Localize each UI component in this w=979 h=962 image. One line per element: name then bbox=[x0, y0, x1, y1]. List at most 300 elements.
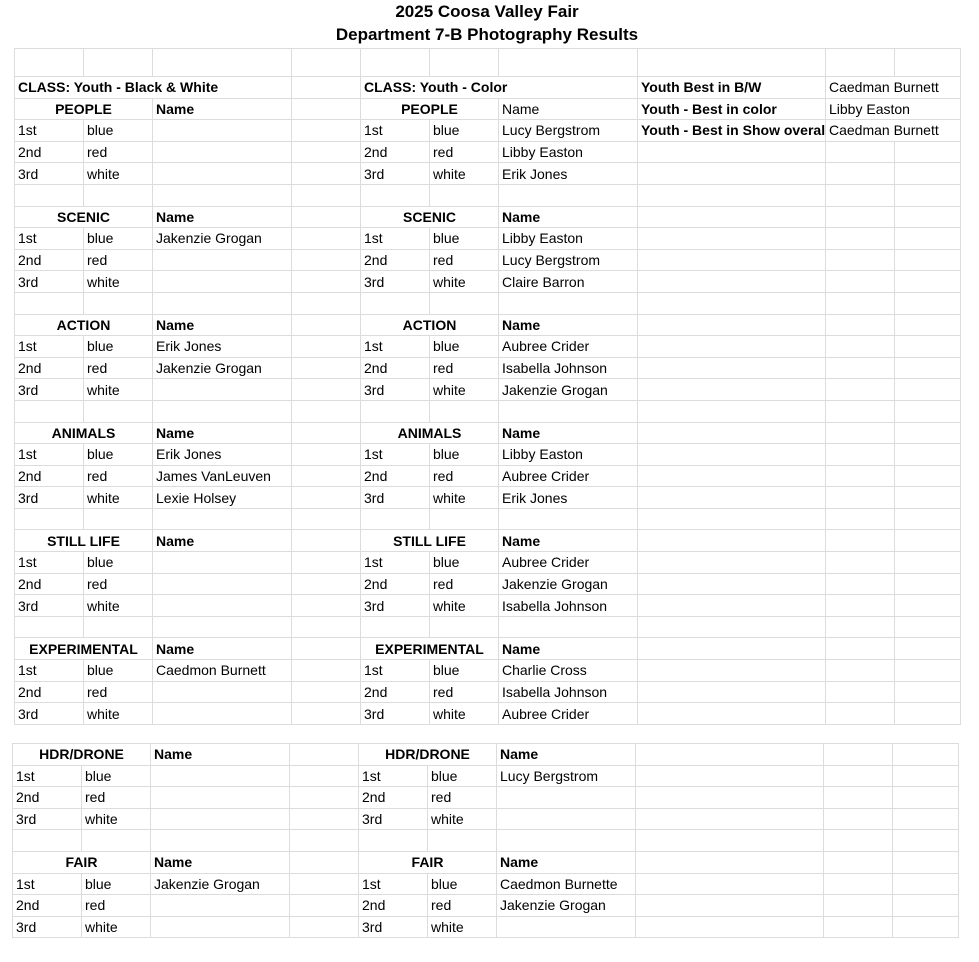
empty-cell[interactable] bbox=[826, 49, 895, 77]
empty-cell[interactable] bbox=[895, 292, 961, 314]
cell[interactable] bbox=[826, 703, 895, 725]
bw-winner-name[interactable]: James VanLeuven bbox=[153, 465, 292, 487]
color-place[interactable]: 1st bbox=[361, 120, 430, 142]
cell[interactable] bbox=[638, 271, 826, 293]
bw-winner-name[interactable]: Jakenzie Grogan bbox=[153, 228, 292, 250]
cell[interactable] bbox=[826, 660, 895, 682]
empty-cell[interactable] bbox=[824, 830, 893, 852]
bw-ribbon[interactable]: red bbox=[84, 357, 153, 379]
color-category-label[interactable]: ACTION bbox=[361, 314, 499, 336]
bw-ribbon[interactable]: blue bbox=[84, 120, 153, 142]
color-place[interactable]: 2nd bbox=[361, 573, 430, 595]
empty-cell[interactable] bbox=[361, 400, 430, 422]
empty-cell[interactable] bbox=[638, 49, 826, 77]
color-winner-name[interactable]: Jakenzie Grogan bbox=[497, 895, 636, 917]
empty-cell[interactable] bbox=[292, 660, 361, 682]
bw-name-header[interactable]: Name bbox=[151, 851, 290, 873]
color-place[interactable]: 2nd bbox=[359, 895, 428, 917]
color-ribbon[interactable]: white bbox=[430, 163, 499, 185]
empty-cell[interactable] bbox=[499, 400, 638, 422]
cell[interactable] bbox=[638, 487, 826, 509]
cell[interactable] bbox=[895, 249, 961, 271]
bw-winner-name[interactable] bbox=[153, 141, 292, 163]
color-winner-name[interactable]: Charlie Cross bbox=[499, 660, 638, 682]
color-place[interactable]: 3rd bbox=[361, 163, 430, 185]
bw-place[interactable]: 2nd bbox=[15, 681, 84, 703]
color-place[interactable]: 1st bbox=[359, 873, 428, 895]
color-ribbon[interactable]: white bbox=[430, 271, 499, 293]
color-ribbon[interactable]: white bbox=[430, 379, 499, 401]
bw-place[interactable]: 1st bbox=[13, 873, 82, 895]
bw-class-label[interactable]: CLASS: Youth - Black & White bbox=[15, 77, 292, 99]
empty-cell[interactable] bbox=[361, 292, 430, 314]
empty-cell[interactable] bbox=[15, 616, 84, 638]
empty-cell[interactable] bbox=[292, 77, 361, 99]
empty-cell[interactable] bbox=[151, 830, 290, 852]
empty-cell[interactable] bbox=[428, 830, 497, 852]
cell[interactable] bbox=[893, 895, 959, 917]
cell[interactable] bbox=[636, 851, 824, 873]
empty-cell[interactable] bbox=[292, 184, 361, 206]
bw-winner-name[interactable] bbox=[153, 681, 292, 703]
cell[interactable] bbox=[826, 271, 895, 293]
bw-ribbon[interactable]: red bbox=[84, 249, 153, 271]
empty-cell[interactable] bbox=[290, 873, 359, 895]
award-winner[interactable]: Caedman Burnett bbox=[826, 120, 961, 142]
cell[interactable] bbox=[826, 552, 895, 574]
bw-ribbon[interactable]: blue bbox=[84, 660, 153, 682]
cell[interactable] bbox=[826, 206, 895, 228]
empty-cell[interactable] bbox=[638, 508, 826, 530]
empty-cell[interactable] bbox=[15, 184, 84, 206]
empty-cell[interactable] bbox=[290, 765, 359, 787]
empty-cell[interactable] bbox=[292, 573, 361, 595]
empty-cell[interactable] bbox=[826, 508, 895, 530]
empty-cell[interactable] bbox=[292, 616, 361, 638]
color-ribbon[interactable]: blue bbox=[430, 336, 499, 358]
cell[interactable] bbox=[895, 141, 961, 163]
cell[interactable] bbox=[895, 595, 961, 617]
bw-category-label[interactable]: ACTION bbox=[15, 314, 153, 336]
empty-cell[interactable] bbox=[636, 830, 824, 852]
empty-cell[interactable] bbox=[430, 184, 499, 206]
cell[interactable] bbox=[895, 638, 961, 660]
cell[interactable] bbox=[893, 916, 959, 938]
color-place[interactable]: 3rd bbox=[361, 379, 430, 401]
bw-place[interactable]: 2nd bbox=[15, 573, 84, 595]
empty-cell[interactable] bbox=[826, 616, 895, 638]
empty-cell[interactable] bbox=[15, 400, 84, 422]
cell[interactable] bbox=[895, 206, 961, 228]
cell[interactable] bbox=[826, 487, 895, 509]
color-ribbon[interactable]: blue bbox=[428, 873, 497, 895]
empty-cell[interactable] bbox=[153, 616, 292, 638]
bw-category-label[interactable]: ANIMALS bbox=[15, 422, 153, 444]
color-place[interactable]: 1st bbox=[361, 552, 430, 574]
color-category-label[interactable]: HDR/DRONE bbox=[359, 744, 497, 766]
bw-winner-name[interactable] bbox=[153, 163, 292, 185]
empty-cell[interactable] bbox=[84, 292, 153, 314]
bw-ribbon[interactable]: blue bbox=[84, 336, 153, 358]
bw-ribbon[interactable]: red bbox=[84, 573, 153, 595]
cell[interactable] bbox=[893, 765, 959, 787]
empty-cell[interactable] bbox=[84, 508, 153, 530]
empty-cell[interactable] bbox=[292, 444, 361, 466]
cell[interactable] bbox=[638, 379, 826, 401]
bw-winner-name[interactable] bbox=[153, 703, 292, 725]
cell[interactable] bbox=[895, 336, 961, 358]
bw-name-header[interactable]: Name bbox=[153, 530, 292, 552]
empty-cell[interactable] bbox=[826, 292, 895, 314]
color-ribbon[interactable]: red bbox=[430, 465, 499, 487]
bw-category-label[interactable]: HDR/DRONE bbox=[13, 744, 151, 766]
color-ribbon[interactable]: white bbox=[428, 808, 497, 830]
color-name-header[interactable]: Name bbox=[499, 98, 638, 120]
bw-name-header[interactable]: Name bbox=[151, 744, 290, 766]
cell[interactable] bbox=[826, 163, 895, 185]
cell[interactable] bbox=[895, 357, 961, 379]
empty-cell[interactable] bbox=[292, 98, 361, 120]
color-place[interactable]: 2nd bbox=[361, 249, 430, 271]
empty-cell[interactable] bbox=[497, 830, 636, 852]
bw-place[interactable]: 2nd bbox=[15, 249, 84, 271]
color-category-label[interactable]: SCENIC bbox=[361, 206, 499, 228]
cell[interactable] bbox=[893, 851, 959, 873]
color-winner-name[interactable]: Libby Easton bbox=[499, 141, 638, 163]
empty-cell[interactable] bbox=[893, 830, 959, 852]
color-place[interactable]: 3rd bbox=[359, 916, 428, 938]
empty-cell[interactable] bbox=[290, 744, 359, 766]
empty-cell[interactable] bbox=[292, 595, 361, 617]
empty-cell[interactable] bbox=[638, 292, 826, 314]
cell[interactable] bbox=[824, 895, 893, 917]
empty-cell[interactable] bbox=[292, 379, 361, 401]
cell[interactable] bbox=[638, 249, 826, 271]
cell[interactable] bbox=[895, 530, 961, 552]
cell[interactable] bbox=[636, 765, 824, 787]
empty-cell[interactable] bbox=[292, 271, 361, 293]
color-place[interactable]: 2nd bbox=[361, 681, 430, 703]
empty-cell[interactable] bbox=[499, 508, 638, 530]
cell[interactable] bbox=[893, 744, 959, 766]
empty-cell[interactable] bbox=[292, 49, 361, 77]
cell[interactable] bbox=[638, 141, 826, 163]
empty-cell[interactable] bbox=[290, 916, 359, 938]
empty-cell[interactable] bbox=[15, 292, 84, 314]
empty-cell[interactable] bbox=[292, 163, 361, 185]
bw-winner-name[interactable] bbox=[151, 787, 290, 809]
bw-winner-name[interactable]: Erik Jones bbox=[153, 336, 292, 358]
cell[interactable] bbox=[638, 336, 826, 358]
bw-winner-name[interactable]: Caedmon Burnett bbox=[153, 660, 292, 682]
empty-cell[interactable] bbox=[361, 616, 430, 638]
empty-cell[interactable] bbox=[895, 508, 961, 530]
color-category-label[interactable]: FAIR bbox=[359, 851, 497, 873]
bw-category-label[interactable]: FAIR bbox=[13, 851, 151, 873]
empty-cell[interactable] bbox=[499, 292, 638, 314]
bw-category-label[interactable]: EXPERIMENTAL bbox=[15, 638, 153, 660]
color-winner-name[interactable]: Isabella Johnson bbox=[499, 681, 638, 703]
empty-cell[interactable] bbox=[292, 552, 361, 574]
color-ribbon[interactable]: red bbox=[430, 249, 499, 271]
color-ribbon[interactable]: blue bbox=[428, 765, 497, 787]
cell[interactable] bbox=[893, 808, 959, 830]
cell[interactable] bbox=[638, 228, 826, 250]
color-winner-name[interactable]: Libby Easton bbox=[499, 228, 638, 250]
cell[interactable] bbox=[638, 703, 826, 725]
cell[interactable] bbox=[638, 163, 826, 185]
color-category-label[interactable]: STILL LIFE bbox=[361, 530, 499, 552]
empty-cell[interactable] bbox=[638, 184, 826, 206]
empty-cell[interactable] bbox=[638, 400, 826, 422]
cell[interactable] bbox=[826, 379, 895, 401]
empty-cell[interactable] bbox=[84, 400, 153, 422]
bw-place[interactable]: 2nd bbox=[13, 787, 82, 809]
empty-cell[interactable] bbox=[84, 49, 153, 77]
bw-winner-name[interactable] bbox=[151, 765, 290, 787]
cell[interactable] bbox=[824, 808, 893, 830]
empty-cell[interactable] bbox=[638, 616, 826, 638]
color-ribbon[interactable]: white bbox=[430, 487, 499, 509]
cell[interactable] bbox=[895, 379, 961, 401]
empty-cell[interactable] bbox=[82, 830, 151, 852]
color-name-header[interactable]: Name bbox=[499, 422, 638, 444]
color-place[interactable]: 2nd bbox=[359, 787, 428, 809]
bw-winner-name[interactable]: Erik Jones bbox=[153, 444, 292, 466]
cell[interactable] bbox=[638, 573, 826, 595]
color-ribbon[interactable]: red bbox=[430, 357, 499, 379]
cell[interactable] bbox=[826, 422, 895, 444]
color-winner-name[interactable]: Jakenzie Grogan bbox=[499, 379, 638, 401]
bw-winner-name[interactable] bbox=[151, 808, 290, 830]
cell[interactable] bbox=[826, 681, 895, 703]
empty-cell[interactable] bbox=[290, 851, 359, 873]
empty-cell[interactable] bbox=[84, 184, 153, 206]
bw-ribbon[interactable]: red bbox=[84, 141, 153, 163]
color-category-label[interactable]: PEOPLE bbox=[361, 98, 499, 120]
cell[interactable] bbox=[895, 228, 961, 250]
empty-cell[interactable] bbox=[292, 141, 361, 163]
cell[interactable] bbox=[824, 851, 893, 873]
color-place[interactable]: 2nd bbox=[361, 465, 430, 487]
cell[interactable] bbox=[826, 336, 895, 358]
empty-cell[interactable] bbox=[292, 206, 361, 228]
bw-place[interactable]: 1st bbox=[15, 120, 84, 142]
cell[interactable] bbox=[636, 808, 824, 830]
bw-ribbon[interactable]: red bbox=[82, 787, 151, 809]
color-winner-name[interactable]: Libby Easton bbox=[499, 444, 638, 466]
bw-winner-name[interactable] bbox=[153, 249, 292, 271]
cell[interactable] bbox=[893, 873, 959, 895]
cell[interactable] bbox=[895, 444, 961, 466]
cell[interactable] bbox=[638, 357, 826, 379]
bw-place[interactable]: 1st bbox=[15, 660, 84, 682]
cell[interactable] bbox=[824, 873, 893, 895]
color-name-header[interactable]: Name bbox=[499, 638, 638, 660]
color-ribbon[interactable]: blue bbox=[430, 552, 499, 574]
color-ribbon[interactable]: red bbox=[430, 141, 499, 163]
color-category-label[interactable]: EXPERIMENTAL bbox=[361, 638, 499, 660]
bw-winner-name[interactable]: Jakenzie Grogan bbox=[153, 357, 292, 379]
bw-winner-name[interactable] bbox=[153, 552, 292, 574]
empty-cell[interactable] bbox=[826, 400, 895, 422]
bw-winner-name[interactable]: Jakenzie Grogan bbox=[151, 873, 290, 895]
cell[interactable] bbox=[895, 573, 961, 595]
bw-name-header[interactable]: Name bbox=[153, 98, 292, 120]
color-winner-name[interactable]: Isabella Johnson bbox=[499, 595, 638, 617]
color-name-header[interactable]: Name bbox=[499, 314, 638, 336]
empty-cell[interactable] bbox=[895, 400, 961, 422]
color-winner-name[interactable]: Aubree Crider bbox=[499, 703, 638, 725]
color-place[interactable]: 3rd bbox=[361, 595, 430, 617]
color-ribbon[interactable]: blue bbox=[430, 444, 499, 466]
cell[interactable] bbox=[826, 444, 895, 466]
cell[interactable] bbox=[638, 314, 826, 336]
bw-ribbon[interactable]: white bbox=[84, 595, 153, 617]
empty-cell[interactable] bbox=[292, 638, 361, 660]
color-winner-name[interactable]: Jakenzie Grogan bbox=[499, 573, 638, 595]
empty-cell[interactable] bbox=[290, 787, 359, 809]
color-place[interactable]: 3rd bbox=[361, 487, 430, 509]
color-winner-name[interactable]: Aubree Crider bbox=[499, 465, 638, 487]
bw-place[interactable]: 3rd bbox=[13, 916, 82, 938]
empty-cell[interactable] bbox=[292, 400, 361, 422]
empty-cell[interactable] bbox=[290, 830, 359, 852]
empty-cell[interactable] bbox=[895, 184, 961, 206]
empty-cell[interactable] bbox=[499, 184, 638, 206]
cell[interactable] bbox=[636, 744, 824, 766]
bw-winner-name[interactable] bbox=[151, 895, 290, 917]
cell[interactable] bbox=[638, 681, 826, 703]
color-place[interactable]: 3rd bbox=[359, 808, 428, 830]
award-label[interactable]: Youth - Best in Show overal bbox=[638, 120, 826, 142]
empty-cell[interactable] bbox=[430, 49, 499, 77]
empty-cell[interactable] bbox=[84, 616, 153, 638]
color-ribbon[interactable]: blue bbox=[430, 660, 499, 682]
color-ribbon[interactable]: red bbox=[428, 895, 497, 917]
bw-name-header[interactable]: Name bbox=[153, 314, 292, 336]
color-ribbon[interactable]: red bbox=[428, 787, 497, 809]
cell[interactable] bbox=[895, 163, 961, 185]
bw-winner-name[interactable] bbox=[153, 595, 292, 617]
cell[interactable] bbox=[893, 787, 959, 809]
cell[interactable] bbox=[826, 595, 895, 617]
color-place[interactable]: 2nd bbox=[361, 141, 430, 163]
color-place[interactable]: 1st bbox=[359, 765, 428, 787]
cell[interactable] bbox=[826, 141, 895, 163]
bw-winner-name[interactable] bbox=[153, 379, 292, 401]
empty-cell[interactable] bbox=[430, 508, 499, 530]
color-winner-name[interactable]: Lucy Bergstrom bbox=[499, 120, 638, 142]
bw-ribbon[interactable]: white bbox=[82, 808, 151, 830]
color-winner-name[interactable]: Isabella Johnson bbox=[499, 357, 638, 379]
cell[interactable] bbox=[826, 465, 895, 487]
empty-cell[interactable] bbox=[292, 487, 361, 509]
bw-ribbon[interactable]: red bbox=[84, 465, 153, 487]
bw-place[interactable]: 3rd bbox=[15, 163, 84, 185]
bw-ribbon[interactable]: blue bbox=[82, 873, 151, 895]
cell[interactable] bbox=[826, 314, 895, 336]
bw-place[interactable]: 2nd bbox=[15, 465, 84, 487]
cell[interactable] bbox=[826, 249, 895, 271]
bw-place[interactable]: 1st bbox=[15, 228, 84, 250]
color-winner-name[interactable]: Lucy Bergstrom bbox=[497, 765, 636, 787]
color-name-header[interactable]: Name bbox=[497, 851, 636, 873]
cell[interactable] bbox=[826, 228, 895, 250]
color-winner-name[interactable]: Lucy Bergstrom bbox=[499, 249, 638, 271]
cell[interactable] bbox=[826, 530, 895, 552]
cell[interactable] bbox=[638, 206, 826, 228]
bw-ribbon[interactable]: white bbox=[82, 916, 151, 938]
color-winner-name[interactable]: Caedmon Burnette bbox=[497, 873, 636, 895]
bw-ribbon[interactable]: white bbox=[84, 163, 153, 185]
empty-cell[interactable] bbox=[290, 895, 359, 917]
award-winner[interactable]: Caedman Burnett bbox=[826, 77, 961, 99]
empty-cell[interactable] bbox=[153, 508, 292, 530]
empty-cell[interactable] bbox=[292, 336, 361, 358]
color-ribbon[interactable]: white bbox=[430, 595, 499, 617]
empty-cell[interactable] bbox=[292, 314, 361, 336]
color-name-header[interactable]: Name bbox=[499, 206, 638, 228]
bw-ribbon[interactable]: blue bbox=[84, 552, 153, 574]
color-winner-name[interactable] bbox=[497, 808, 636, 830]
bw-place[interactable]: 3rd bbox=[13, 808, 82, 830]
color-ribbon[interactable]: red bbox=[430, 681, 499, 703]
cell[interactable] bbox=[895, 487, 961, 509]
bw-place[interactable]: 2nd bbox=[15, 141, 84, 163]
cell[interactable] bbox=[895, 552, 961, 574]
cell[interactable] bbox=[638, 638, 826, 660]
empty-cell[interactable] bbox=[292, 681, 361, 703]
empty-cell[interactable] bbox=[361, 508, 430, 530]
empty-cell[interactable] bbox=[292, 530, 361, 552]
empty-cell[interactable] bbox=[361, 184, 430, 206]
bw-place[interactable]: 3rd bbox=[15, 703, 84, 725]
bw-winner-name[interactable] bbox=[151, 916, 290, 938]
cell[interactable] bbox=[636, 895, 824, 917]
cell[interactable] bbox=[895, 422, 961, 444]
bw-ribbon[interactable]: red bbox=[84, 681, 153, 703]
color-winner-name[interactable] bbox=[497, 787, 636, 809]
empty-cell[interactable] bbox=[826, 184, 895, 206]
empty-cell[interactable] bbox=[153, 292, 292, 314]
empty-cell[interactable] bbox=[153, 400, 292, 422]
cell[interactable] bbox=[895, 271, 961, 293]
bw-place[interactable]: 1st bbox=[15, 336, 84, 358]
cell[interactable] bbox=[638, 444, 826, 466]
bw-ribbon[interactable]: blue bbox=[84, 228, 153, 250]
empty-cell[interactable] bbox=[15, 49, 84, 77]
empty-cell[interactable] bbox=[292, 228, 361, 250]
color-winner-name[interactable]: Aubree Crider bbox=[499, 552, 638, 574]
cell[interactable] bbox=[826, 357, 895, 379]
cell[interactable] bbox=[826, 638, 895, 660]
bw-ribbon[interactable]: white bbox=[84, 271, 153, 293]
bw-place[interactable]: 3rd bbox=[15, 271, 84, 293]
bw-ribbon[interactable]: red bbox=[82, 895, 151, 917]
cell[interactable] bbox=[638, 660, 826, 682]
cell[interactable] bbox=[638, 465, 826, 487]
empty-cell[interactable] bbox=[292, 703, 361, 725]
color-class-label[interactable]: CLASS: Youth - Color bbox=[361, 77, 638, 99]
cell[interactable] bbox=[636, 787, 824, 809]
color-place[interactable]: 2nd bbox=[361, 357, 430, 379]
empty-cell[interactable] bbox=[430, 616, 499, 638]
empty-cell[interactable] bbox=[430, 292, 499, 314]
bw-ribbon[interactable]: blue bbox=[82, 765, 151, 787]
bw-place[interactable]: 2nd bbox=[13, 895, 82, 917]
bw-ribbon[interactable]: blue bbox=[84, 444, 153, 466]
